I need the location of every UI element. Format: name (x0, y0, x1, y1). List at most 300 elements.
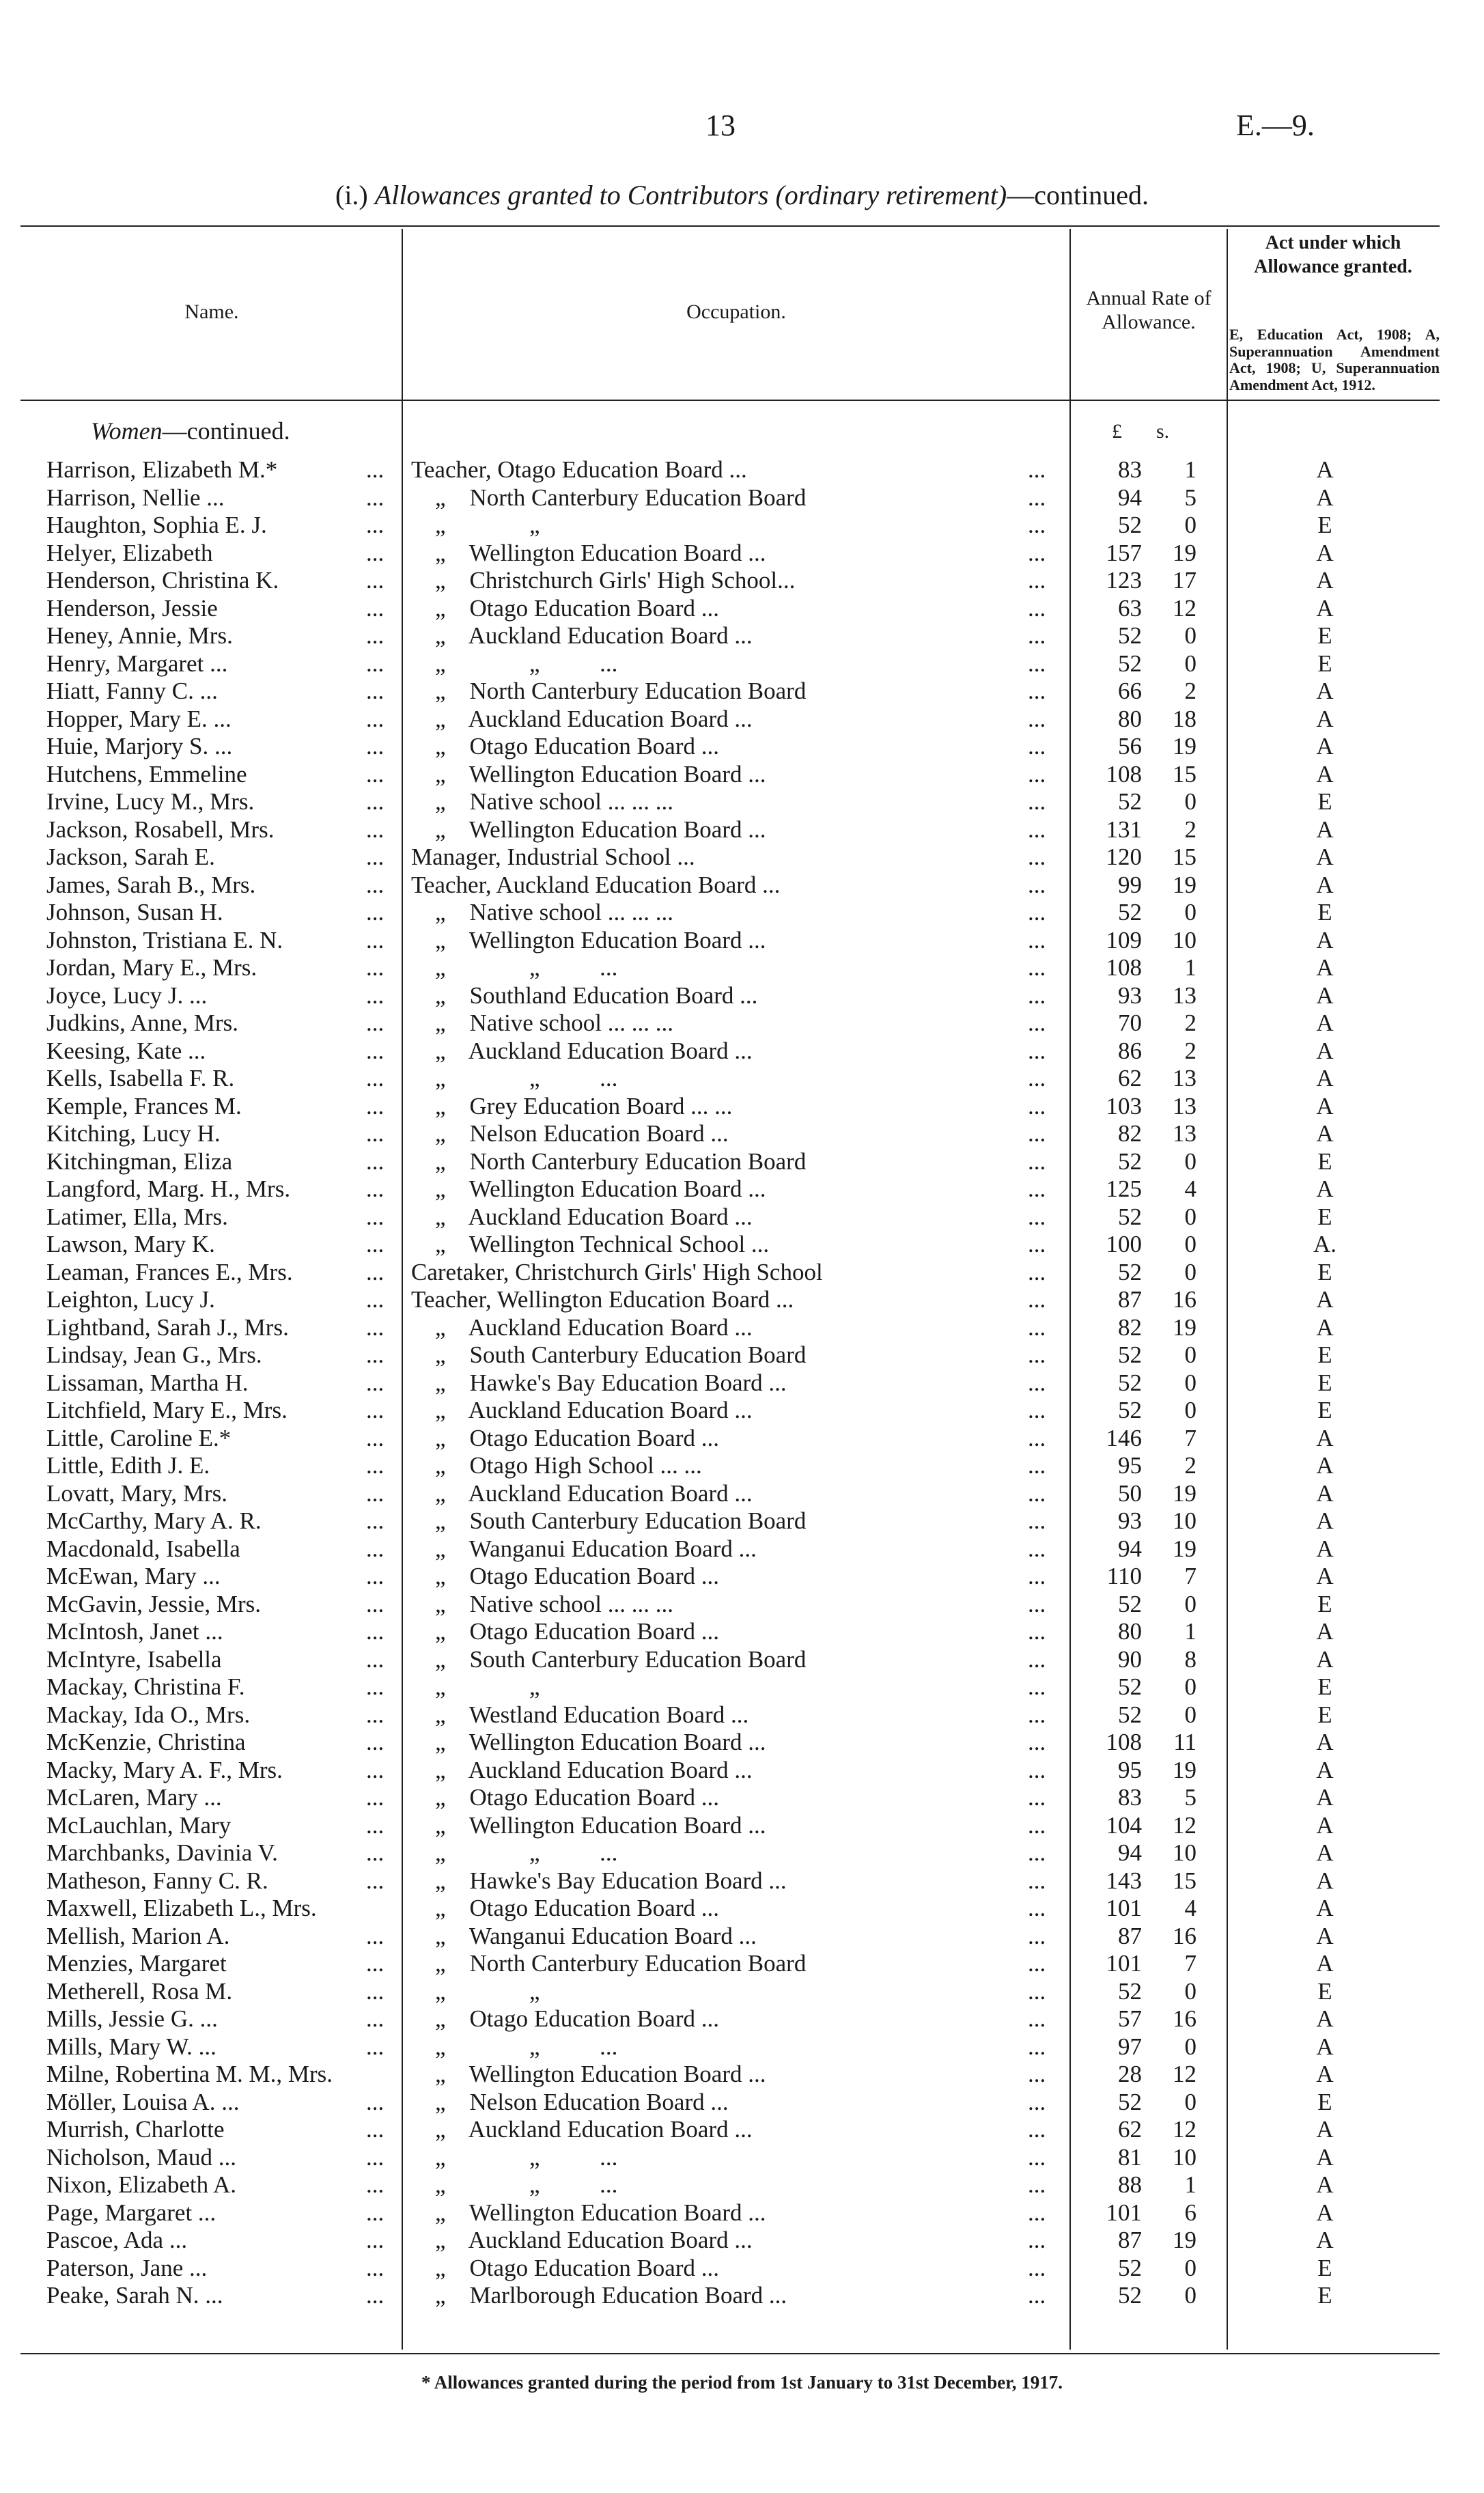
occupation: „ Nelson Education Board ... (411, 2088, 729, 2115)
occupation-leader-dots: ... (1028, 816, 1046, 843)
rate-pounds: 94 (1118, 1535, 1142, 1562)
table-row (0, 1950, 1484, 1978)
rate-pounds: 52 (1118, 622, 1142, 649)
rate-pounds: 52 (1118, 1673, 1142, 1700)
name-leader-dots: ... (366, 1977, 384, 2005)
occupation: „ Native school ... ... ... (411, 899, 673, 925)
contributor-name: Leaman, Frances E., Mrs. (46, 1258, 293, 1285)
rate-shillings: 10 (1173, 1839, 1196, 1866)
occupation-leader-dots: ... (1028, 788, 1046, 815)
act-code: A (1316, 2005, 1334, 2032)
act-code: A (1316, 705, 1334, 732)
contributor-name: Lissaman, Martha H. (46, 1369, 249, 1396)
occupation: „ „ ... (411, 2143, 618, 2171)
table-title-italic: Allowances granted to Contributors (ordinary retirement) (374, 180, 1007, 210)
occupation-leader-dots: ... (1028, 650, 1046, 677)
contributor-name: Metherell, Rosa M. (46, 1977, 233, 2005)
occupation: „ Nelson Education Board ... (411, 1120, 729, 1147)
table-row (0, 512, 1484, 540)
occupation-leader-dots: ... (1028, 484, 1046, 511)
occupation: „ „ (411, 1673, 540, 1700)
name-leader-dots: ... (366, 2227, 384, 2253)
rate-pounds: 80 (1118, 705, 1142, 732)
occupation: „ Wanganui Education Board ... (411, 1535, 757, 1562)
occupation: „ Otago Education Board ... (411, 733, 720, 760)
rate-pounds: 157 (1106, 539, 1142, 566)
occupation-leader-dots: ... (1028, 2143, 1046, 2171)
rate-pounds: 52 (1118, 1590, 1142, 1617)
occupation: „ Christchurch Girls' High School... (411, 567, 796, 594)
rate-pounds: 52 (1118, 1203, 1142, 1230)
contributor-name: Mellish, Marion A. (46, 1922, 230, 1949)
name-leader-dots: ... (366, 926, 384, 953)
name-leader-dots: ... (366, 484, 384, 511)
table-row (0, 1231, 1484, 1259)
occupation-leader-dots: ... (1028, 733, 1046, 760)
occupation: „ South Canterbury Education Board (411, 1507, 807, 1534)
name-leader-dots: ... (366, 2254, 384, 2281)
occupation: „ North Canterbury Education Board (411, 1950, 807, 1977)
occupation: „ South Canterbury Education Board (411, 1645, 807, 1673)
table-row (0, 733, 1484, 761)
act-column-header (1231, 231, 1436, 279)
table-row (0, 1646, 1484, 1674)
rate-shillings: 13 (1173, 1092, 1196, 1119)
name-leader-dots: ... (366, 871, 384, 898)
occupation: „ Native school ... ... ... (411, 788, 673, 815)
occupation: „ „ ... (411, 2033, 618, 2060)
occupation-leader-dots: ... (1028, 678, 1046, 704)
occupation-leader-dots: ... (1028, 1729, 1046, 1755)
contributor-name: Mackay, Christina F. (46, 1673, 245, 1700)
occupation: „ „ (411, 1977, 540, 2005)
occupation: „ Wellington Education Board ... (411, 760, 766, 788)
contributor-name: Harrison, Elizabeth M.* (46, 456, 278, 483)
contributor-name: McIntyre, Isabella (46, 1645, 222, 1673)
rate-pounds: 52 (1118, 2254, 1142, 2281)
rate-shillings: 0 (1184, 788, 1196, 815)
table-row (0, 622, 1484, 650)
contributor-name: Jordan, Mary E., Mrs. (46, 954, 257, 981)
table-row (0, 1895, 1484, 1923)
occupation-leader-dots: ... (1028, 512, 1046, 538)
act-code: E (1317, 2282, 1332, 2309)
act-code: A (1316, 1452, 1334, 1479)
rate-pounds: 57 (1118, 2005, 1142, 2032)
annual-rate-header-line2: Allowance. (1102, 310, 1196, 333)
rate-pounds: 146 (1106, 1424, 1142, 1451)
occupation-leader-dots: ... (1028, 1895, 1046, 1921)
occupation-leader-dots: ... (1028, 1424, 1046, 1451)
rate-shillings: 7 (1184, 1424, 1196, 1451)
occupation: „ Auckland Education Board ... (411, 622, 753, 649)
name-leader-dots: ... (366, 456, 384, 483)
act-code: A (1316, 2116, 1334, 2143)
rate-pounds: 52 (1118, 899, 1142, 925)
act-code: E (1317, 622, 1332, 649)
table-row (0, 1867, 1484, 1895)
name-leader-dots: ... (366, 2282, 384, 2309)
occupation: „ Otago Education Board ... (411, 594, 720, 622)
table-row (0, 816, 1484, 844)
occupation: „ Auckland Education Board ... (411, 1313, 753, 1341)
contributor-name: Paterson, Jane ... (46, 2254, 208, 2281)
rate-shillings: 0 (1184, 1977, 1196, 2005)
rate-shillings: 19 (1173, 1479, 1196, 1507)
rate-pounds: 52 (1118, 1258, 1142, 1285)
rate-shillings: 5 (1184, 484, 1196, 511)
occupation: „ Wellington Education Board ... (411, 1729, 766, 1755)
table-row (0, 1812, 1484, 1840)
occupation-leader-dots: ... (1028, 567, 1046, 594)
act-code: E (1317, 1701, 1332, 1728)
rate-shillings: 1 (1184, 954, 1196, 981)
rate-pounds: 104 (1106, 1811, 1142, 1839)
group-label-italic: Women (91, 417, 163, 445)
act-code: A (1316, 1535, 1334, 1562)
occupation-leader-dots: ... (1028, 2061, 1046, 2087)
occupation: „ Hawke's Bay Education Board ... (411, 1867, 787, 1894)
act-code: A (1316, 2143, 1334, 2171)
rate-pounds: 70 (1118, 1009, 1142, 1036)
act-code: E (1317, 1369, 1332, 1396)
rate-pounds: 83 (1118, 1784, 1142, 1811)
occupation-leader-dots: ... (1028, 1839, 1046, 1866)
occupation-leader-dots: ... (1028, 1452, 1046, 1479)
rate-pounds: 123 (1106, 567, 1142, 594)
contributor-name: McIntosh, Janet ... (46, 1618, 223, 1645)
name-leader-dots: ... (366, 981, 384, 1009)
contributor-name: Mackay, Ida O., Mrs. (46, 1701, 251, 1728)
rate-pounds: 52 (1118, 1369, 1142, 1396)
occupation-leader-dots: ... (1028, 1811, 1046, 1839)
occupation-leader-dots: ... (1028, 1618, 1046, 1645)
rate-pounds: 97 (1118, 2033, 1142, 2060)
rate-shillings: 10 (1173, 926, 1196, 953)
name-leader-dots: ... (366, 1950, 384, 1977)
rate-shillings: 16 (1173, 1286, 1196, 1313)
occupation-leader-dots: ... (1028, 1009, 1046, 1036)
act-code: A (1316, 1037, 1334, 1064)
table-row (0, 2282, 1484, 2310)
occupation-leader-dots: ... (1028, 844, 1046, 870)
act-code: A (1316, 844, 1334, 870)
occupation-leader-dots: ... (1028, 1867, 1046, 1894)
name-leader-dots: ... (366, 2116, 384, 2143)
contributor-name: Henderson, Christina K. (46, 567, 279, 594)
occupation-leader-dots: ... (1028, 1535, 1046, 1562)
occupation-leader-dots: ... (1028, 760, 1046, 788)
contributor-name: Page, Margaret ... (46, 2199, 216, 2226)
contributor-name: Matheson, Fanny C. R. (46, 1867, 268, 1894)
act-code: A (1316, 2061, 1334, 2087)
rate-shillings: 19 (1173, 871, 1196, 898)
rate-pounds: 94 (1118, 484, 1142, 511)
occupation: Caretaker, Christchurch Girls' High School (411, 1258, 823, 1285)
contributor-name: Peake, Sarah N. ... (46, 2282, 223, 2309)
act-code: A (1316, 1839, 1334, 1866)
name-leader-dots: ... (366, 1258, 384, 1285)
act-code: A (1316, 2227, 1334, 2253)
rate-shillings: 4 (1184, 1175, 1196, 1202)
rate-pounds: 81 (1118, 2143, 1142, 2171)
name-leader-dots: ... (366, 1922, 384, 1949)
name-leader-dots: ... (366, 2199, 384, 2226)
contributor-name: Lawson, Mary K. (46, 1231, 215, 1257)
occupation: „ Otago Education Board ... (411, 1424, 720, 1451)
rate-pounds: 108 (1106, 954, 1142, 981)
occupation: „ „ ... (411, 2171, 618, 2198)
table-row (0, 650, 1484, 678)
act-code: A (1316, 1867, 1334, 1894)
rate-pounds: 50 (1118, 1479, 1142, 1507)
act-code: A (1316, 1313, 1334, 1341)
act-code: E (1317, 2088, 1332, 2115)
rate-pounds: 82 (1118, 1120, 1142, 1147)
table-row (0, 2116, 1484, 2144)
contributor-name: Jackson, Sarah E. (46, 844, 215, 870)
rate-pounds: 88 (1118, 2171, 1142, 2198)
act-code: A (1316, 926, 1334, 953)
name-leader-dots: ... (366, 1729, 384, 1755)
act-code: E (1317, 1147, 1332, 1175)
table-row (0, 1591, 1484, 1619)
rate-shillings: 1 (1184, 1618, 1196, 1645)
act-code: A (1316, 871, 1334, 898)
table-row (0, 982, 1484, 1010)
table-row (0, 1839, 1484, 1867)
occupation-leader-dots: ... (1028, 456, 1046, 483)
rate-shillings: 10 (1173, 1507, 1196, 1534)
table-row (0, 1923, 1484, 1951)
rate-shillings: 19 (1173, 1313, 1196, 1341)
act-code: A (1316, 678, 1334, 704)
contributor-name: Huie, Marjory S. ... (46, 733, 233, 760)
table-row (0, 1729, 1484, 1757)
shillings-symbol: s. (1156, 420, 1170, 443)
table-row (0, 2033, 1484, 2061)
rate-shillings: 19 (1173, 1535, 1196, 1562)
contributor-name: James, Sarah B., Mrs. (46, 871, 256, 898)
contributor-name: Jackson, Rosabell, Mrs. (46, 816, 275, 843)
rate-pounds: 93 (1118, 1507, 1142, 1534)
act-code: E (1317, 1258, 1332, 1285)
table-row (0, 1175, 1484, 1203)
contributor-name: Mills, Jessie G. ... (46, 2005, 218, 2032)
name-leader-dots: ... (366, 2005, 384, 2032)
occupation-leader-dots: ... (1028, 1397, 1046, 1423)
occupation: „ Auckland Education Board ... (411, 1756, 753, 1783)
name-leader-dots: ... (366, 1341, 384, 1368)
rate-pounds: 90 (1118, 1645, 1142, 1673)
occupation-leader-dots: ... (1028, 1258, 1046, 1285)
name-leader-dots: ... (366, 1147, 384, 1175)
table-row (0, 1701, 1484, 1729)
occupation-leader-dots: ... (1028, 1479, 1046, 1507)
contributor-name: Kitching, Lucy H. (46, 1120, 221, 1147)
contributor-name: Mills, Mary W. ... (46, 2033, 216, 2060)
name-leader-dots: ... (366, 1397, 384, 1423)
contributor-name: Marchbanks, Davinia V. (46, 1839, 278, 1866)
act-code: A (1316, 1645, 1334, 1673)
act-code: A (1316, 1922, 1334, 1949)
rate-pounds: 52 (1118, 1147, 1142, 1175)
act-code: A (1316, 539, 1334, 566)
rate-pounds: 108 (1106, 760, 1142, 788)
rate-pounds: 101 (1106, 2199, 1142, 2226)
occupation: „ „ ... (411, 1065, 618, 1091)
occupation-leader-dots: ... (1028, 899, 1046, 925)
footnote: * Allowances granted during the period from 1st January to 31st December, 1917. (421, 2372, 1063, 2393)
contributor-name: Kitchingman, Eliza (46, 1147, 233, 1175)
contributor-name: Nicholson, Maud ... (46, 2143, 237, 2171)
rate-shillings: 11 (1173, 1729, 1196, 1755)
table-row (0, 2061, 1484, 2089)
rate-pounds: 86 (1118, 1037, 1142, 1064)
occupation-leader-dots: ... (1028, 1231, 1046, 1257)
rate-pounds: 52 (1118, 650, 1142, 677)
occupation: „ Westland Education Board ... (411, 1701, 749, 1728)
name-leader-dots: ... (366, 1839, 384, 1866)
rate-shillings: 12 (1173, 594, 1196, 622)
occupation-leader-dots: ... (1028, 954, 1046, 981)
act-code: A (1316, 1784, 1334, 1811)
occupation-leader-dots: ... (1028, 1701, 1046, 1728)
rate-shillings: 1 (1184, 456, 1196, 483)
act-header-line1: Act under which (1265, 232, 1401, 253)
act-code: A (1316, 456, 1334, 483)
name-leader-dots: ... (366, 1701, 384, 1728)
table-row (0, 1314, 1484, 1342)
rate-shillings: 2 (1184, 1452, 1196, 1479)
contributor-name: Harrison, Nellie ... (46, 484, 225, 511)
name-leader-dots: ... (366, 760, 384, 788)
rate-pounds: 101 (1106, 1950, 1142, 1977)
occupation: „ Native school ... ... ... (411, 1590, 673, 1617)
rate-pounds: 52 (1118, 2088, 1142, 2115)
rate-pounds: 110 (1106, 1563, 1142, 1589)
rate-pounds: 109 (1106, 926, 1142, 953)
contributor-name: Lightband, Sarah J., Mrs. (46, 1313, 289, 1341)
occupation-leader-dots: ... (1028, 1313, 1046, 1341)
rate-shillings: 0 (1184, 1701, 1196, 1728)
act-code: A (1316, 1175, 1334, 1202)
table-row (0, 844, 1484, 872)
act-code: E (1317, 512, 1332, 538)
contributor-name: Maxwell, Elizabeth L., Mrs. (46, 1895, 317, 1921)
rate-shillings: 19 (1173, 733, 1196, 760)
occupation-leader-dots: ... (1028, 622, 1046, 649)
rate-shillings: 15 (1173, 844, 1196, 870)
act-code: E (1317, 1341, 1332, 1368)
name-leader-dots: ... (366, 1618, 384, 1645)
occupation-leader-dots: ... (1028, 1203, 1046, 1230)
occupation: „ „ ... (411, 954, 618, 981)
rate-shillings: 19 (1173, 1756, 1196, 1783)
name-leader-dots: ... (366, 1065, 384, 1091)
name-leader-dots: ... (366, 844, 384, 870)
table-row (0, 1507, 1484, 1535)
occupation-leader-dots: ... (1028, 1673, 1046, 1700)
act-header-line2: Allowance granted. (1254, 256, 1412, 277)
name-leader-dots: ... (366, 650, 384, 677)
rate-shillings: 12 (1173, 2061, 1196, 2087)
rate-pounds: 87 (1118, 2227, 1142, 2253)
contributor-name: Macky, Mary A. F., Mrs. (46, 1756, 283, 1783)
occupation: Teacher, Auckland Education Board ... (411, 871, 781, 898)
document-reference: E.—9. (1236, 109, 1315, 142)
rate-shillings: 0 (1184, 512, 1196, 538)
occupation-leader-dots: ... (1028, 2282, 1046, 2309)
occupation-leader-dots: ... (1028, 1563, 1046, 1589)
name-leader-dots: ... (366, 1286, 384, 1313)
name-leader-dots: ... (366, 1479, 384, 1507)
occupation-leader-dots: ... (1028, 1507, 1046, 1534)
table-row (0, 899, 1484, 927)
rate-shillings: 13 (1173, 1120, 1196, 1147)
act-code: A (1316, 1065, 1334, 1091)
rate-pounds: 83 (1118, 456, 1142, 483)
rate-pounds: 62 (1118, 2116, 1142, 2143)
rate-shillings: 12 (1173, 1811, 1196, 1839)
occupation-leader-dots: ... (1028, 539, 1046, 566)
name-leader-dots: ... (366, 1369, 384, 1396)
occupation: „ Wellington Education Board ... (411, 816, 766, 843)
contributor-name: Kemple, Frances M. (46, 1092, 242, 1119)
table-row (0, 1009, 1484, 1037)
act-code: E (1317, 650, 1332, 677)
name-leader-dots: ... (366, 1009, 384, 1036)
contributor-name: Keesing, Kate ... (46, 1037, 206, 1064)
contributor-name: Möller, Louisa A. ... (46, 2088, 240, 2115)
contributor-name: Henry, Margaret ... (46, 650, 228, 677)
contributor-name: Macdonald, Isabella (46, 1535, 240, 1562)
act-code: A (1316, 567, 1334, 594)
occupation-leader-dots: ... (1028, 2033, 1046, 2060)
occupation: „ Wellington Education Board ... (411, 1175, 766, 1202)
rate-shillings: 13 (1173, 981, 1196, 1009)
rate-shillings: 12 (1173, 2116, 1196, 2143)
contributor-name: Nixon, Elizabeth A. (46, 2171, 237, 2198)
occupation-leader-dots: ... (1028, 2005, 1046, 2032)
table-row (0, 678, 1484, 706)
table-row (0, 1757, 1484, 1785)
contributor-name: Kells, Isabella F. R. (46, 1065, 235, 1091)
name-leader-dots: ... (366, 954, 384, 981)
rate-shillings: 0 (1184, 1369, 1196, 1396)
occupation-leader-dots: ... (1028, 1092, 1046, 1119)
act-code: E (1317, 2254, 1332, 2281)
name-leader-dots: ... (366, 1673, 384, 1700)
rate-shillings: 0 (1184, 622, 1196, 649)
table-row (0, 2144, 1484, 2172)
table-row (0, 1978, 1484, 2006)
name-leader-dots: ... (366, 678, 384, 704)
contributor-name: Milne, Robertina M. M., Mrs. (46, 2061, 333, 2087)
act-code: A (1316, 954, 1334, 981)
contributor-name: Latimer, Ella, Mrs. (46, 1203, 228, 1230)
rate-shillings: 17 (1173, 567, 1196, 594)
name-leader-dots: ... (366, 539, 384, 566)
table-row (0, 872, 1484, 900)
act-code: A (1316, 1895, 1334, 1921)
name-leader-dots: ... (366, 594, 384, 622)
name-leader-dots: ... (366, 1563, 384, 1589)
occupation: „ „ (411, 512, 540, 538)
table-row (0, 2171, 1484, 2199)
contributor-name: Little, Caroline E.* (46, 1424, 232, 1451)
occupation: Teacher, Wellington Education Board ... (411, 1286, 794, 1313)
